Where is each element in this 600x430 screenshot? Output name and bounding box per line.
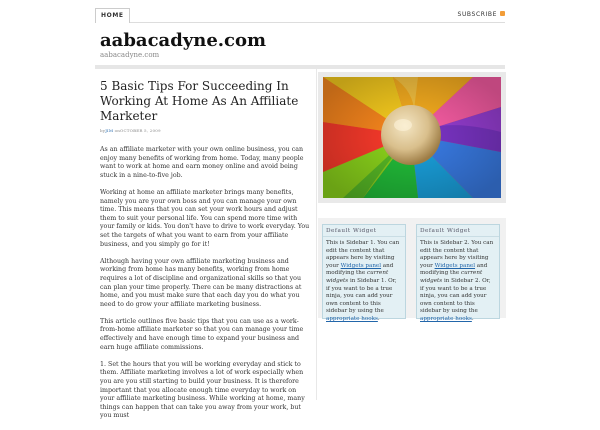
rss-icon[interactable] — [500, 11, 505, 16]
widget-text-part: and modifying the — [420, 262, 488, 277]
appropriate-hooks-link[interactable]: appropriate hooks — [326, 315, 378, 322]
site-description: aabacadyne.com — [100, 51, 160, 59]
widget-text-part: in Sidebar 2. Or, if you want to be a true ninja, you can add your own content to this sidebar by using the — [420, 277, 491, 315]
widget-title: Default Widget — [323, 225, 405, 237]
widgets-panel-link[interactable]: Widgets panel — [434, 262, 476, 269]
post — [100, 79, 310, 430]
widget-text-part: This is Sidebar 2. You can edit the content that appears here by visiting your — [420, 240, 494, 269]
column-divider — [316, 69, 317, 400]
widget-text-part: This is Sidebar 1. You can edit the content that appears here by visiting your — [326, 240, 400, 269]
top-nav — [95, 8, 505, 23]
widget-text-emphasis: current widgets — [420, 270, 483, 284]
post-date: OCTOBER 5, 2009 — [120, 128, 161, 133]
subscribe-label[interactable]: SUBSCRIBE — [457, 11, 497, 18]
widget-text — [323, 237, 405, 327]
nav-home-tab[interactable]: HOME — [95, 8, 130, 23]
post-paragraph: Working at home an affiliate marketer brings many benefits, namely you are your own boss and you can manage your own time. This means that you can set your work hours and adjust them to suit your personal life. You can spend more time with your family or kids. You don't have to drive to work everyday. You set the targets of what you want to earn from your affiliate business, and you simply go for it! — [100, 188, 310, 248]
post-title[interactable]: 5 Basic Tips For Succeeding In Working At Home As An Affiliate Marketer — [100, 79, 299, 123]
widget-text — [417, 237, 499, 327]
featured-image-frame — [318, 72, 506, 203]
meta-on: on — [114, 128, 120, 133]
subscribe-link[interactable] — [458, 8, 505, 22]
widget-text-part: and modifying the — [326, 262, 394, 277]
site-title[interactable]: aabacadyne.com — [100, 30, 267, 51]
featured-image — [323, 77, 501, 198]
post-paragraph: As an affiliate marketer with your own online business, you can enjoy many benefits of working from home. Today, many people want to work at home and earn money online and avoid being stuck in a nine-to-five job. — [100, 146, 304, 179]
widget-text-part: . — [471, 315, 474, 322]
widget-title: Default Widget — [417, 225, 499, 237]
widget-text-part: . — [377, 315, 380, 322]
widget-text-part: in Sidebar 1. Or, if you want to be a true ninja, you can add your own content to this sidebar by using the — [326, 277, 397, 315]
post-paragraph: 1. Set the hours that you will be working everyday and stick to them. Affiliate marketing involves a lot of work especially when you are you still starting to build your business. It is therefore important that you allocate enough time everyday to work on your affiliate marketing business. While working at home, many things can happen that can take you away from your work, but you must — [100, 360, 305, 420]
post-meta — [100, 128, 310, 133]
post-paragraph: This article outlines five basic tips that you can use as a work-from-home affiliate marketer so that you can manage your time effectively and have enough time to expand your business and earn huge affiliate commissions. — [100, 317, 304, 351]
appropriate-hooks-link[interactable]: appropriate hooks — [420, 315, 472, 322]
header-divider — [95, 65, 505, 69]
meta-by: by — [100, 128, 106, 133]
post-body — [100, 146, 310, 421]
post-author-link[interactable]: JIM — [105, 128, 114, 133]
sidebar-1-widget — [322, 224, 406, 322]
widgets-panel-link[interactable]: Widgets panel — [340, 262, 382, 269]
sidebar-2-widget — [416, 224, 500, 322]
widget-text-emphasis: current widgets — [326, 270, 389, 284]
post-paragraph: Although having your own affiliate marketing business and working from home has many benefits, working from home requires a lot of discipline and organizational skills so that you can plan your time properly. There can be many distractions at home, and you must make sure that each day you do what you need to do grow your affiliate marketing business. — [100, 257, 302, 308]
pinwheel-image — [323, 77, 501, 198]
